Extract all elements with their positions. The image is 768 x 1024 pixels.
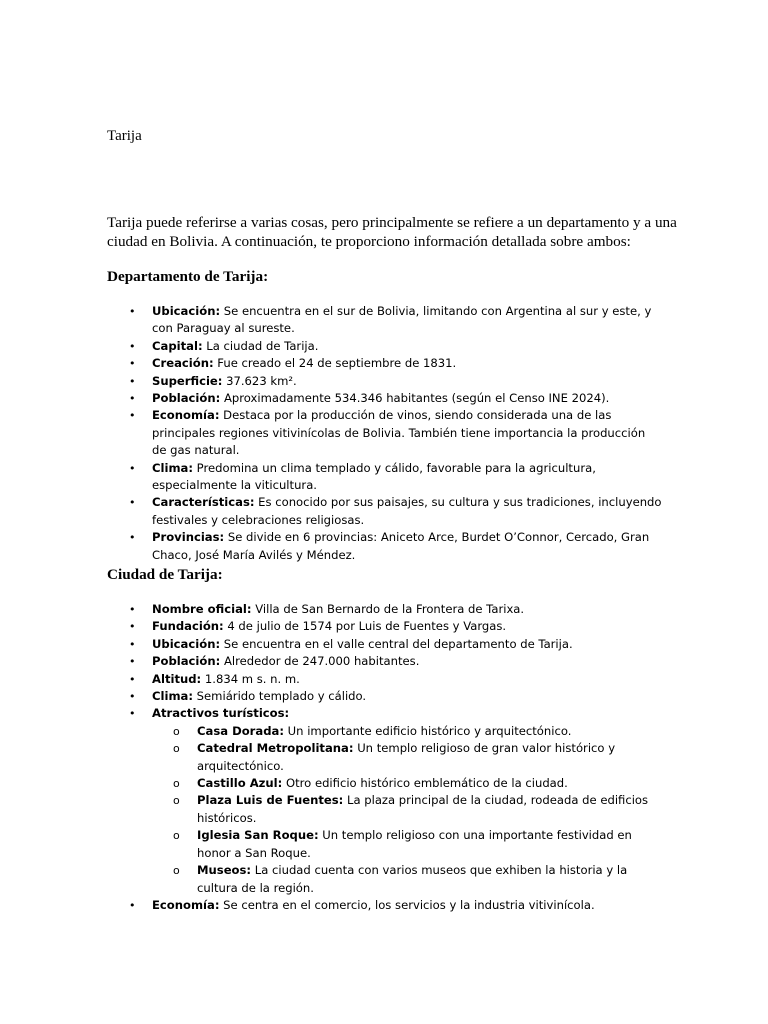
list-item [0, 653, 662, 670]
item-label: Población: [152, 391, 221, 406]
subitem-text: La ciudad cuenta con varios museos que exhiben la historia y la cultura de la región. [197, 863, 628, 895]
ciudad-list [0, 601, 662, 914]
item-text: Semiárido templado y cálido. [193, 689, 367, 704]
bullet-icon: • [129, 690, 136, 704]
item-label: Economía: [152, 408, 220, 423]
bullet-icon: • [129, 374, 136, 388]
bullet-icon: • [129, 655, 136, 669]
circle-bullet-icon: o [173, 742, 180, 756]
list-item [0, 460, 662, 495]
item-text: 1.834 m s. n. m. [201, 671, 300, 686]
item-label: Capital: [152, 338, 203, 353]
item-text: Villa de San Bernardo de la Frontera de Tarixa. [251, 602, 525, 616]
bullet-icon: • [129, 461, 136, 475]
bullet-icon: • [129, 898, 136, 912]
sublist-item [173, 775, 662, 792]
subitem-text: La plaza principal de la ciudad, rodeada de edificios históricos. [197, 793, 649, 825]
circle-bullet-icon: o [173, 794, 180, 808]
list-item [0, 373, 662, 390]
item-text: 4 de julio de 1574 por Luis de Fuentes y Vargas. [223, 619, 507, 634]
item-label: Clima: [152, 689, 193, 704]
list-item [0, 688, 662, 705]
bullet-icon: • [129, 392, 136, 406]
item-label: Nombre oficial: [152, 602, 252, 616]
item-label: Ubicación: [152, 304, 221, 318]
bullet-icon: • [129, 620, 136, 634]
list-item [0, 390, 662, 407]
bullet-icon: • [129, 339, 136, 353]
bullet-icon: • [129, 409, 136, 423]
subitem-label: Castillo Azul: [197, 776, 283, 791]
circle-bullet-icon: o [173, 724, 180, 738]
list-item [0, 355, 662, 372]
item-text: Se divide en 6 provincias: Aniceto Arce, Burdet O’Connor, Cercado, Gran Chaco, José María Avilés y Méndez. [152, 530, 650, 562]
item-label: Características: [152, 495, 255, 510]
list-item [0, 407, 662, 459]
item-text: Se encuentra en el valle central del departamento de Tarija. [220, 636, 573, 651]
subitem-label: Casa Dorada: [197, 723, 284, 738]
item-text: Es conocido por sus paisajes, su cultura y sus tradiciones, incluyendo festivales y celebraciones religiosas. [152, 495, 662, 527]
subitem-label: Catedral Metropolitana: [197, 741, 354, 756]
list-item [0, 338, 662, 355]
departamento-heading: Departamento de Tarija: [107, 268, 269, 285]
item-text: Se encuentra en el sur de Bolivia, limitando con Argentina al sur y este, y con Paraguay al sureste. [152, 304, 652, 336]
list-item [0, 897, 662, 914]
list-item [0, 705, 662, 896]
item-label: Fundación: [152, 619, 224, 634]
item-text: Se centra en el comercio, los servicios y la industria vitivinícola. [219, 897, 595, 912]
item-text: Fue creado el 24 de septiembre de 1831. [213, 356, 457, 371]
ciudad-heading: Ciudad de Tarija: [107, 566, 223, 583]
sublist-item [173, 792, 662, 827]
sublist-item [173, 827, 662, 862]
item-text: Aproximadamente 534.346 habitantes (según el Censo INE 2024). [220, 391, 610, 406]
bullet-icon: • [129, 707, 136, 721]
subitem-label: Museos: [197, 863, 252, 878]
list-item [0, 636, 662, 653]
list-item [0, 618, 662, 635]
subitem-text: Un templo religioso con una importante festividad en honor a San Roque. [197, 828, 632, 860]
item-label: Creación: [152, 356, 214, 371]
item-label: Altitud: [152, 671, 202, 686]
bullet-icon: • [129, 305, 136, 318]
list-item [0, 601, 662, 618]
item-text: 37.623 km². [222, 373, 297, 388]
atractivos-sublist [152, 723, 662, 897]
subitem-text: Otro edificio histórico emblemático de la ciudad. [282, 776, 568, 791]
item-label: Provincias: [152, 530, 225, 545]
subitem-label: Iglesia San Roque: [197, 828, 319, 843]
circle-bullet-icon: o [173, 829, 180, 843]
item-label: Población: [152, 654, 221, 669]
item-label: Atractivos turísticos: [152, 706, 290, 721]
item-text: La ciudad de Tarija. [202, 338, 319, 353]
circle-bullet-icon: o [173, 777, 180, 791]
item-label: Clima: [152, 460, 193, 475]
sublist-item [173, 862, 662, 897]
document-title: Tarija [107, 128, 142, 144]
item-text: Alrededor de 247.000 habitantes. [220, 654, 420, 669]
item-label: Superficie: [152, 373, 223, 388]
subitem-text: Un importante edificio histórico y arquitectónico. [283, 723, 572, 738]
bullet-icon: • [129, 531, 136, 545]
circle-bullet-icon: o [173, 864, 180, 878]
intro-paragraph: Tarija puede referirse a varias cosas, pero principalmente se refiere a un departamento y a una ciudad en Bolivia. A continuación, te proporciono información detallada sobre ambos: [107, 214, 677, 250]
sublist-item [173, 723, 662, 740]
list-item [0, 494, 662, 529]
list-item [0, 671, 662, 688]
item-text: Predomina un clima templado y cálido, favorable para la agricultura, especialmente la viticultura. [152, 460, 596, 493]
sublist-item [173, 740, 662, 775]
bullet-icon: • [129, 672, 136, 686]
departamento-list [0, 303, 662, 564]
list-item [0, 303, 662, 338]
item-label: Ubicación: [152, 636, 221, 651]
subitem-text: Un templo religioso de gran valor histórico y arquitectónico. [197, 741, 616, 773]
subitem-label: Plaza Luis de Fuentes: [197, 793, 344, 808]
bullet-icon: • [129, 357, 136, 371]
bullet-icon: • [129, 637, 136, 651]
list-item [0, 529, 662, 564]
bullet-icon: • [129, 603, 136, 616]
item-text: Destaca por la producción de vinos, siendo considerada una de las principales regiones vitivinícolas de Bolivia. También tiene importancia la producción de gas natural. [152, 408, 646, 458]
bullet-icon: • [129, 496, 136, 510]
item-label: Economía: [152, 897, 220, 912]
